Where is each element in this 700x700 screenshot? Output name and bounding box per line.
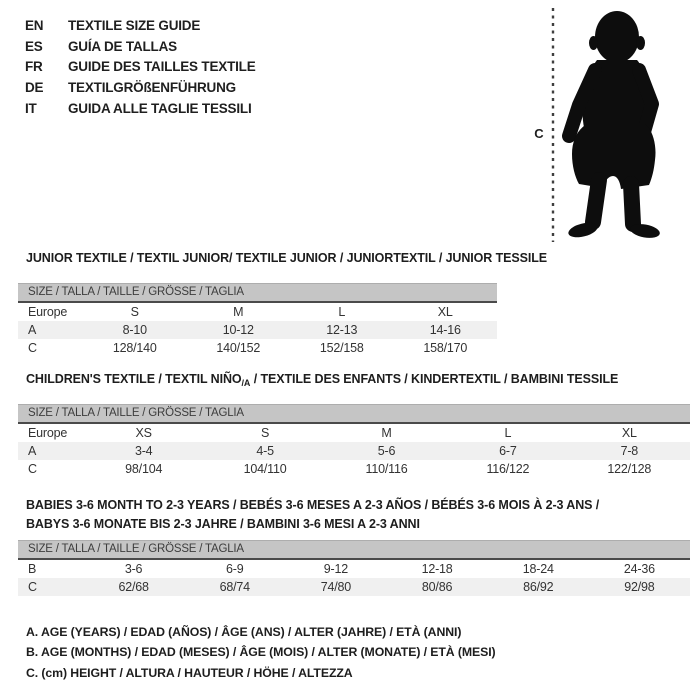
lang-title: GUIDE DES TAILLES TEXTILE	[68, 59, 256, 75]
age-cell: 3-6	[124, 562, 143, 576]
size-cell: S	[261, 426, 270, 440]
height-cell: 98/104	[125, 462, 163, 476]
age-cell: 8-10	[122, 323, 147, 337]
footnote-c: C. (cm) HEIGHT / ALTURA / HAUTEUR / HÖHE / ALTEZZA	[26, 665, 353, 680]
age-cell: 5-6	[377, 444, 396, 458]
table-row	[18, 339, 497, 357]
table-row	[18, 560, 690, 578]
row-label: A	[28, 444, 37, 458]
age-cell: 18-24	[522, 562, 554, 576]
height-cell: 68/74	[219, 580, 250, 594]
size-header-bar: SIZE / TALLA / TAILLE / GRÖSSE / TAGLIA	[18, 540, 690, 560]
table-row	[18, 578, 690, 596]
lang-row-de	[25, 77, 256, 98]
babies-title-line2: BABYS 3-6 MONATE BIS 2-3 JAHRE / BAMBINI 3-6 MESI A 2-3 ANNI	[26, 516, 420, 531]
height-cell: 158/170	[423, 341, 468, 355]
lang-row-it	[25, 98, 256, 119]
lang-title: TEXTILGRÖßENFÜHRUNG	[68, 79, 236, 95]
size-cell: L	[504, 426, 512, 440]
footnote-a: A. AGE (YEARS) / EDAD (AÑOS) / ÂGE (ANS) / ALTER (JAHRE) / ETÀ (ANNI)	[26, 625, 462, 639]
size-header-bar: SIZE / TALLA / TAILLE / GRÖSSE / TAGLIA	[18, 283, 497, 303]
lang-code: DE	[25, 79, 44, 95]
age-cell: 12-18	[421, 562, 453, 576]
lang-code: ES	[25, 38, 43, 54]
lang-code: EN	[25, 17, 44, 33]
age-cell: 7-8	[620, 444, 639, 458]
junior-table-title: JUNIOR TEXTILE / TEXTIL JUNIOR/ TEXTILE JUNIOR / JUNIORTEXTIL / JUNIOR TESSILE	[26, 251, 547, 265]
table-row	[18, 442, 690, 460]
children-table	[18, 404, 690, 478]
age-cell: 3-4	[134, 444, 153, 458]
height-cell: 122/128	[607, 462, 652, 476]
babies-title-line1: BABIES 3-6 MONTH TO 2-3 YEARS / BEBÉS 3-6 MESES A 2-3 AÑOS / BÉBÉS 3-6 MOIS À 2-3 ANS /	[26, 498, 600, 512]
lang-row-fr	[25, 56, 256, 77]
height-cell: 140/152	[216, 341, 261, 355]
lang-title: GUIDA ALLE TAGLIE TESSILI	[68, 100, 252, 116]
lang-title: GUÍA DE TALLAS	[68, 38, 177, 54]
height-cell: 86/92	[523, 580, 554, 594]
height-cell: 92/98	[624, 580, 655, 594]
height-measure-figure	[505, 0, 685, 250]
height-cell: 62/68	[118, 580, 149, 594]
height-cell: 152/158	[319, 341, 364, 355]
size-cell: XS	[135, 426, 152, 440]
size-cell: M	[233, 305, 244, 319]
size-cell: XL	[621, 426, 637, 440]
lang-code: FR	[25, 59, 43, 75]
age-cell: 4-5	[256, 444, 274, 458]
junior-table	[18, 283, 497, 357]
language-title-list	[25, 15, 256, 118]
measure-label-c: C	[534, 126, 544, 141]
height-cell: 116/122	[486, 462, 530, 476]
lang-row-es	[25, 36, 256, 57]
babies-table	[18, 540, 690, 596]
age-cell: 14-16	[429, 323, 461, 337]
size-header-bar: SIZE / TALLA / TAILLE / GRÖSSE / TAGLIA	[18, 404, 690, 424]
row-label: C	[28, 580, 37, 594]
lang-code: IT	[25, 100, 37, 116]
children-title-post: / TEXTILE DES ENFANTS / KINDERTEXTIL / BAMBINI TESSILE	[250, 372, 619, 386]
row-label: B	[28, 562, 37, 576]
lang-title: TEXTILE SIZE GUIDE	[68, 17, 201, 33]
height-cell: 80/86	[421, 580, 453, 594]
age-cell: 10-12	[222, 323, 254, 337]
size-cell: S	[130, 305, 139, 319]
age-cell: 9-12	[323, 562, 349, 576]
age-cell: 6-9	[226, 562, 244, 576]
height-cell: 110/116	[365, 462, 408, 476]
size-cell: M	[381, 426, 392, 440]
row-label: Europe	[28, 426, 68, 440]
footnote-b: B. AGE (MONTHS) / EDAD (MESES) / ÂGE (MOIS) / ALTER (MONATE) / ETÀ (MESI)	[26, 645, 496, 660]
table-row	[18, 303, 497, 321]
height-cell: 74/80	[320, 580, 352, 594]
toddler-silhouette-icon	[505, 0, 685, 250]
height-cell: 128/140	[112, 341, 157, 355]
size-cell: L	[338, 305, 346, 319]
age-cell: 12-13	[326, 323, 358, 337]
toddler-silhouette	[567, 11, 661, 240]
row-label: Europe	[28, 305, 68, 319]
age-cell: 6-7	[499, 444, 517, 458]
table-row	[18, 424, 690, 442]
children-table-title	[26, 372, 618, 386]
babies-table-title	[26, 496, 599, 533]
lang-row-en	[25, 15, 256, 36]
height-cell: 104/110	[243, 462, 287, 476]
size-cell: XL	[437, 305, 453, 319]
children-title-pre: CHILDREN'S TEXTILE / TEXTIL NIÑO	[26, 372, 242, 386]
table-row	[18, 460, 690, 478]
row-label: C	[28, 341, 37, 355]
table-row	[18, 321, 497, 339]
age-cell: 24-36	[623, 562, 655, 576]
row-label: A	[28, 323, 37, 337]
legend-footnotes	[26, 622, 496, 683]
row-label: C	[28, 462, 37, 476]
children-title-subscript: /A	[241, 377, 251, 388]
